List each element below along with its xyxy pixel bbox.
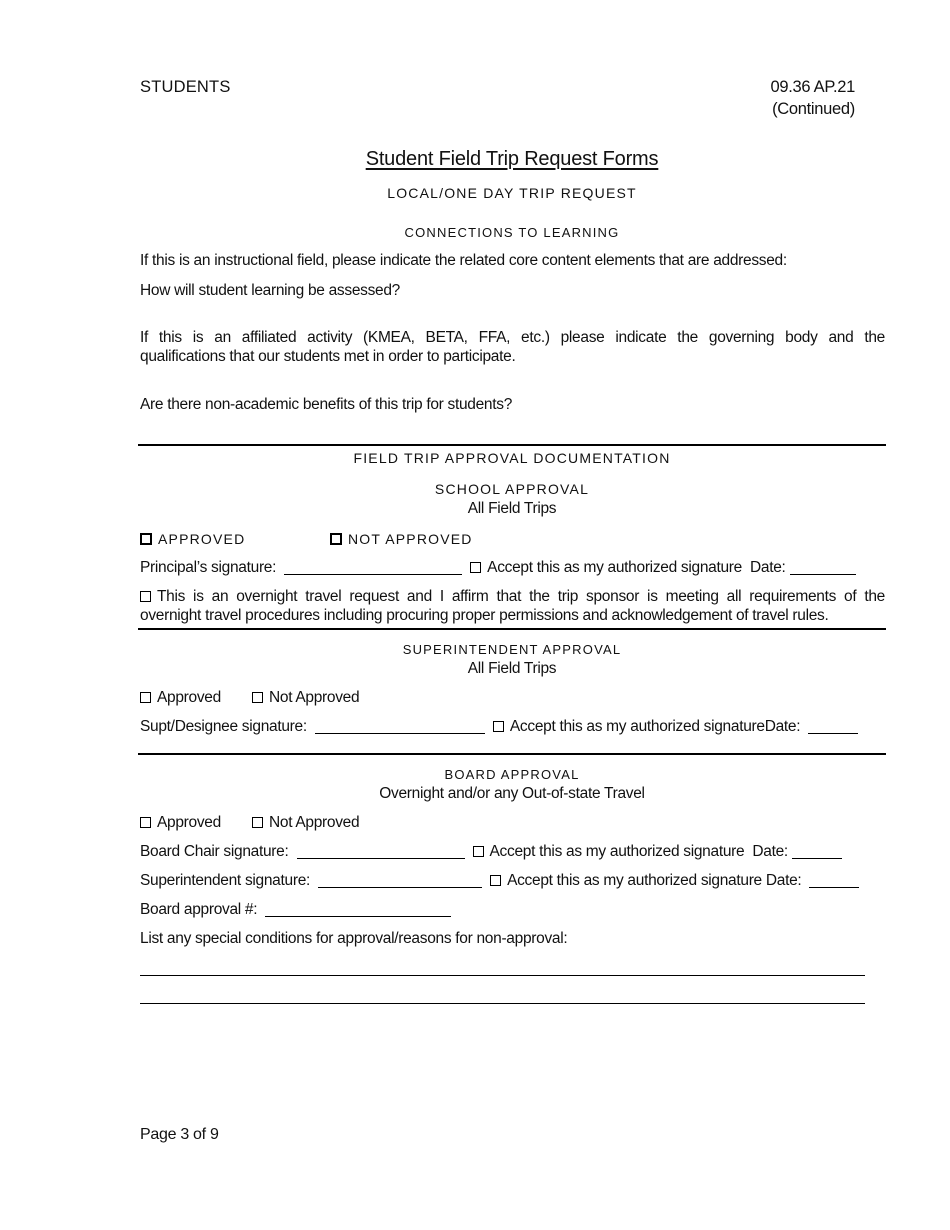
accept-checkbox-icon[interactable] xyxy=(493,721,504,732)
board-chair-signature-row xyxy=(140,843,842,861)
board-not-approved-label: Not Approved xyxy=(269,814,360,831)
divider xyxy=(138,753,886,755)
supt-signature-row xyxy=(140,718,858,736)
board-supt-signature-field[interactable] xyxy=(318,873,482,888)
special-conditions-line-1[interactable] xyxy=(140,975,865,976)
school-approved-label: APPROVED xyxy=(158,531,246,547)
connections-heading: CONNECTIONS TO LEARNING xyxy=(404,225,620,240)
checkbox-icon[interactable] xyxy=(252,817,263,828)
divider xyxy=(138,444,886,446)
overnight-affirm-line1[interactable] xyxy=(140,588,885,606)
board-approved-option[interactable] xyxy=(140,814,221,832)
board-supt-signature-row xyxy=(140,872,859,890)
question-affiliated-line1: If this is an affiliated activity (KMEA, BETA, FFA, etc.) please indicate the governing body and the xyxy=(140,329,885,346)
page-title-text: Student Field Trip Request Forms xyxy=(365,148,659,170)
checkbox-icon[interactable] xyxy=(140,533,152,545)
school-approval-heading: SCHOOL APPROVAL xyxy=(434,481,590,497)
board-chair-date-field[interactable] xyxy=(792,844,842,859)
supt-approved-option[interactable] xyxy=(140,689,221,707)
policy-code: 09.36 AP.21 xyxy=(770,78,855,96)
principal-signature-row xyxy=(140,559,856,577)
board-approval-heading: BOARD APPROVAL xyxy=(444,767,580,782)
supt-approved-label: Approved xyxy=(157,689,221,706)
school-approval-sub: All Field Trips xyxy=(467,500,557,517)
school-not-approved-label: NOT APPROVED xyxy=(348,531,473,547)
accept-checkbox-icon[interactable] xyxy=(490,875,501,886)
question-assessment: How will student learning be assessed? xyxy=(140,282,401,299)
supt-accept-label: Accept this as my authorized signatureDate: xyxy=(509,718,801,735)
principal-signature-label: Principal’s signature: xyxy=(140,559,277,576)
board-chair-date-label: Date: xyxy=(752,843,788,860)
school-approved-option[interactable] xyxy=(140,531,245,547)
continued-label: (Continued) xyxy=(772,100,855,118)
special-conditions-line-2[interactable] xyxy=(140,1003,865,1004)
board-approval-number-row xyxy=(140,901,451,919)
supt-signature-field[interactable] xyxy=(315,719,485,734)
board-approval-number-label: Board approval #: xyxy=(140,901,258,918)
board-supt-date-field[interactable] xyxy=(809,873,859,888)
page-number: Page 3 of 9 xyxy=(140,1126,219,1143)
checkbox-icon[interactable] xyxy=(140,817,151,828)
page-subtitle: LOCAL/ONE DAY TRIP REQUEST xyxy=(387,185,637,201)
accept-checkbox-icon[interactable] xyxy=(473,846,484,857)
board-not-approved-option[interactable] xyxy=(252,814,359,832)
board-supt-label: Superintendent signature: xyxy=(140,872,311,889)
accept-checkbox-icon[interactable] xyxy=(470,562,481,573)
superintendent-approval-heading: SUPERINTENDENT APPROVAL xyxy=(402,642,622,657)
board-supt-accept-label: Accept this as my authorized signature Date: xyxy=(507,872,802,889)
principal-accept-label: Accept this as my authorized signature xyxy=(487,559,742,576)
overnight-affirm-line2: overnight travel procedures including procuring proper permissions and acknowledgement of travel rules. xyxy=(140,607,829,624)
question-benefits: Are there non-academic benefits of this trip for students? xyxy=(140,396,513,413)
principal-signature-field[interactable] xyxy=(284,560,462,575)
overnight-checkbox-icon[interactable] xyxy=(140,591,151,602)
board-chair-label: Board Chair signature: xyxy=(140,843,289,860)
checkbox-icon[interactable] xyxy=(252,692,263,703)
superintendent-approval-sub: All Field Trips xyxy=(467,660,557,677)
board-chair-accept-label: Accept this as my authorized signature xyxy=(489,843,745,860)
section-label: STUDENTS xyxy=(140,78,231,96)
overnight-affirm-text: This is an overnight travel request and I affirm that the trip sponsor is meeting all requirements of the xyxy=(157,588,885,605)
checkbox-icon[interactable] xyxy=(140,692,151,703)
board-approval-sub: Overnight and/or any Out-of-state Travel xyxy=(379,785,645,802)
divider xyxy=(138,628,886,630)
school-not-approved-option[interactable] xyxy=(330,531,473,547)
board-chair-signature-field[interactable] xyxy=(297,844,465,859)
principal-date-label: Date: xyxy=(750,559,786,576)
board-approved-label: Approved xyxy=(157,814,221,831)
page-title xyxy=(138,148,886,171)
question-affiliated-line2: qualifications that our students met in order to participate. xyxy=(140,348,516,365)
supt-not-approved-label: Not Approved xyxy=(269,689,360,706)
supt-date-field[interactable] xyxy=(808,719,858,734)
approval-doc-heading: FIELD TRIP APPROVAL DOCUMENTATION xyxy=(353,450,671,466)
question-core-content: If this is an instructional field, please indicate the related core content elements that are addressed: xyxy=(140,252,787,269)
special-conditions-label: List any special conditions for approval/reasons for non-approval: xyxy=(140,930,568,947)
supt-not-approved-option[interactable] xyxy=(252,689,359,707)
checkbox-icon[interactable] xyxy=(330,533,342,545)
principal-date-field[interactable] xyxy=(790,560,856,575)
supt-signature-label: Supt/Designee signature: xyxy=(140,718,307,735)
board-approval-number-field[interactable] xyxy=(265,902,451,917)
